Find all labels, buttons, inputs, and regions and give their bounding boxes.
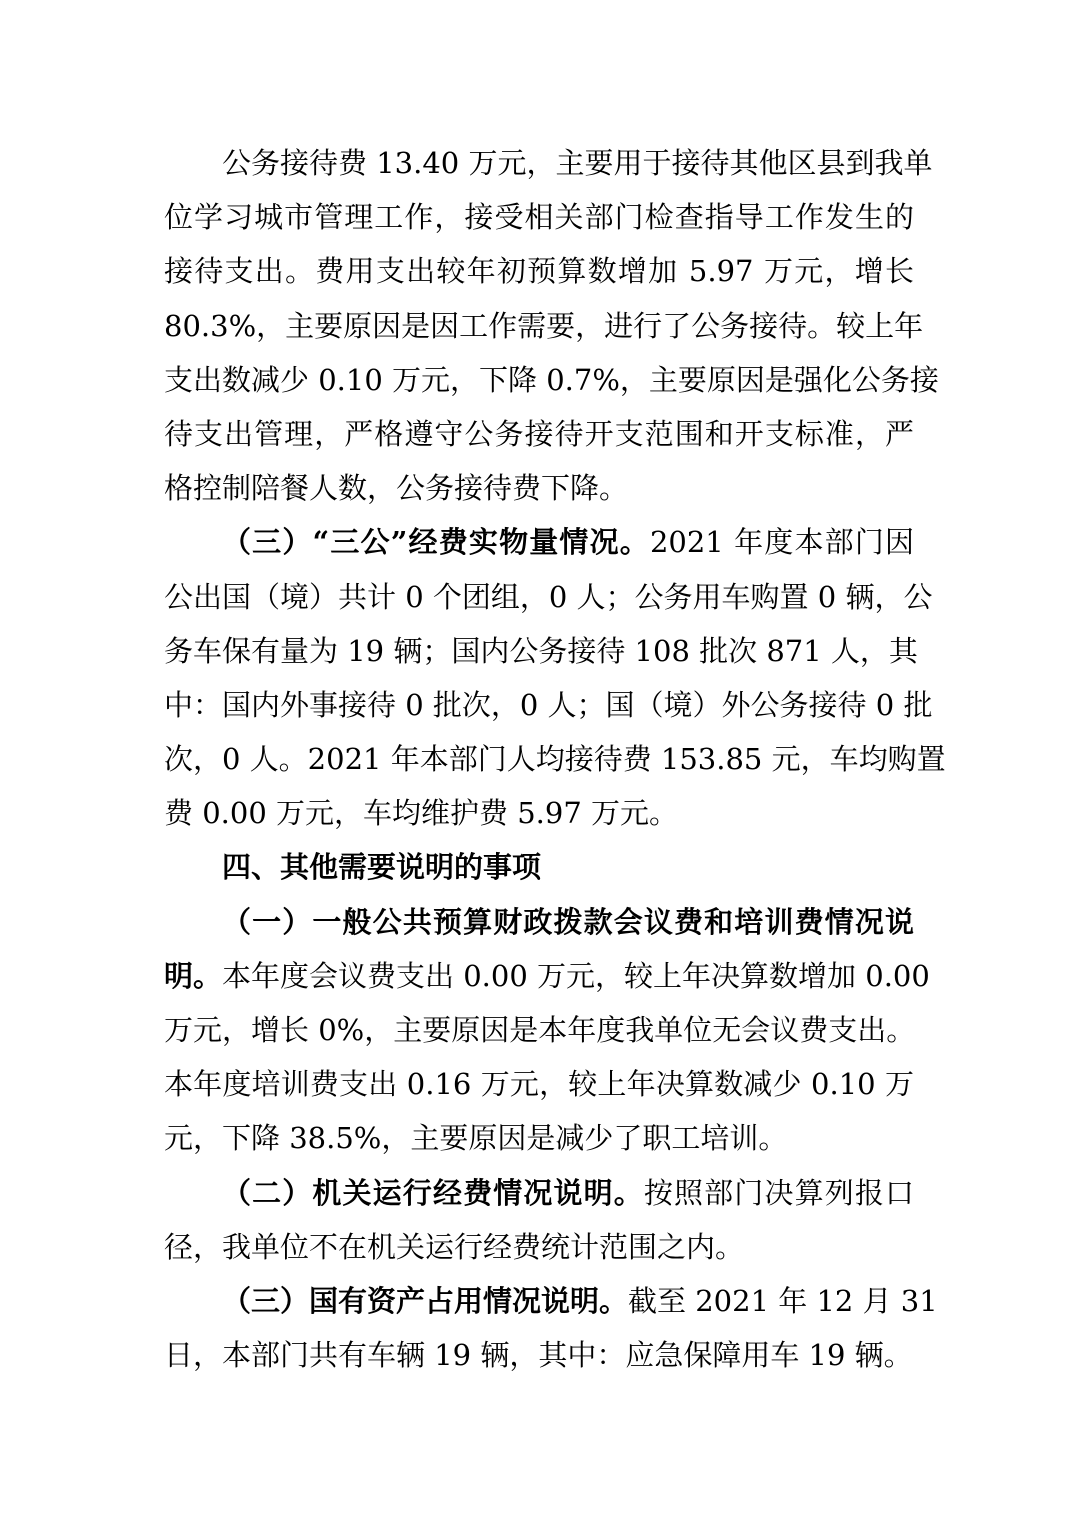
text-line: 元，下降 38.5%，主要原因是减少了职工培训。 [164, 1121, 788, 1156]
text-line: 万元，增长 0%，主要原因是本年度我单位无会议费支出。 [164, 1013, 916, 1047]
text-line: 格控制陪餐人数，公务接待费下降。 [164, 471, 629, 506]
text-line: 日，本部门共有车辆 19 辆，其中：应急保障用车 19 辆。 [164, 1338, 913, 1373]
text-line: 本年度培训费支出 0.16 万元，较上年决算数减少 0.10 万 [164, 1067, 914, 1102]
text-line: 公务接待费 13.40 万元，主要用于接待其他区县到我单 [222, 146, 933, 180]
text-line: 待支出管理，严格遵守公务接待开支范围和开支标准，严 [164, 416, 914, 451]
text-line: 支出数减少 0.10 万元，下降 0.7%，主要原因是强化公务接 [164, 362, 939, 397]
text-line: 次，0 人。2021 年本部门人均接待费 153.85 元，车均购置 [164, 742, 946, 777]
subsection-heading: （三）“三公”经费实物量情况。 [222, 525, 650, 560]
subsection-heading: （三）国有资产占用情况说明。 [222, 1283, 629, 1318]
text-line: 径，我单位不在机关运行经费统计范围之内。 [164, 1229, 745, 1264]
text-line: 位学习城市管理工作，接受相关部门检查指导工作发生的 [164, 200, 914, 235]
text-line: 明。本年度会议费支出 0.00 万元，较上年决算数增加 0.00 [164, 958, 930, 993]
subsection-heading: （一）一般公共预算财政拨款会议费和培训费情况说 [222, 904, 914, 939]
text-line: 80.3%，主要原因是因工作需要，进行了公务接待。较上年 [164, 308, 924, 343]
text-line: 中：国内外事接待 0 批次，0 人；国（境）外公务接待 0 批 [164, 687, 933, 722]
text-line: 费 0.00 万元，车均维护费 5.97 万元。 [164, 796, 679, 831]
text-line: 接待支出。费用支出较年初预算数增加 5.97 万元，增长 [164, 254, 914, 289]
text-line: （三）“三公”经费实物量情况。2021 年度本部门因 [222, 525, 914, 560]
subsection-heading: （二）机关运行经费情况说明。 [222, 1175, 644, 1210]
text-line: 务车保有量为 19 辆；国内公务接待 108 批次 871 人，其 [164, 633, 918, 668]
subsection-heading: 明。 [164, 958, 223, 993]
text-line: （三）国有资产占用情况说明。截至 2021 年 12 月 31 [222, 1283, 938, 1318]
text-line: 公出国（境）共计 0 个团组，0 人；公务用车购置 0 辆，公 [164, 579, 933, 614]
section-heading: 四、其他需要说明的事项 [222, 850, 542, 885]
text-line: （二）机关运行经费情况说明。按照部门决算列报口 [222, 1175, 914, 1210]
